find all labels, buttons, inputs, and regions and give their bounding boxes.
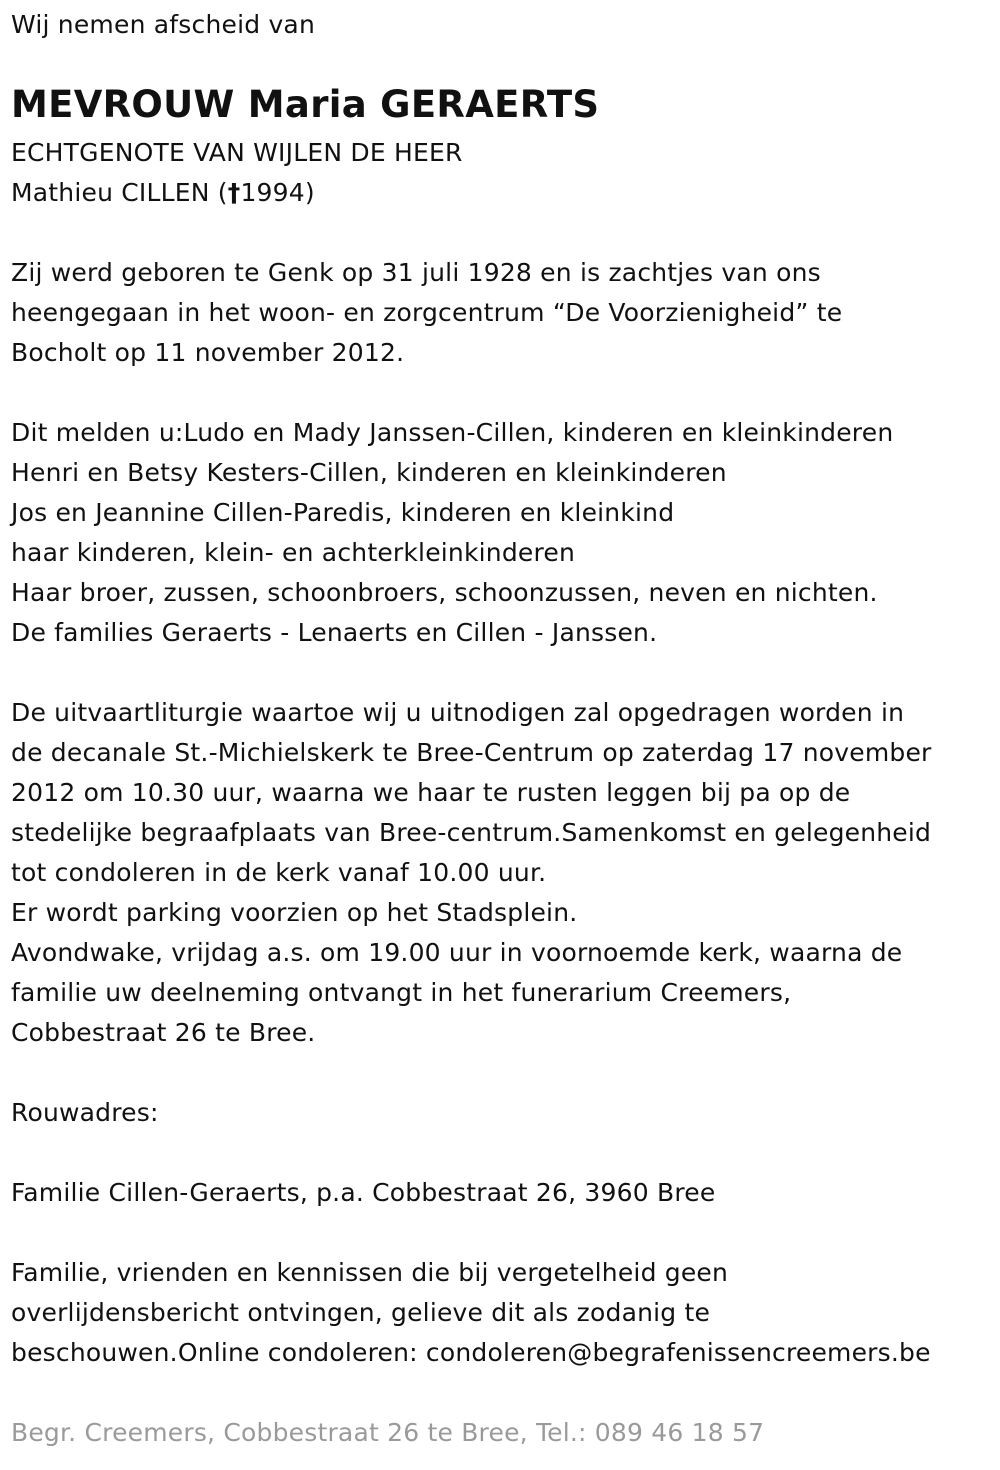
service-line: De uitvaartliturgie waartoe wij u uitnodigen zal opgedragen worden in xyxy=(11,698,905,727)
notice-line: overlijdensbericht ontvingen, gelieve dit als zodanig te xyxy=(11,1298,711,1327)
spouse-year: 1994) xyxy=(240,178,315,207)
family-paragraph xyxy=(11,413,893,653)
rouwadres-label: Rouwadres: xyxy=(11,1098,159,1127)
rouwadres-address: Familie Cillen-Geraerts, p.a. Cobbestraat 26, 3960 Bree xyxy=(11,1178,716,1207)
notice-line: beschouwen.Online condoleren: condoleren@begrafenissencreemers.be xyxy=(11,1338,931,1367)
service-line: Er wordt parking voorzien op het Stadsplein. xyxy=(11,898,578,927)
spouse-line xyxy=(11,173,463,213)
service-paragraph xyxy=(11,693,932,1053)
intro-text: Wij nemen afscheid van xyxy=(11,10,315,39)
service-line: Cobbestraat 26 te Bree. xyxy=(11,1018,316,1047)
family-line: Dit melden u:Ludo en Mady Janssen-Cillen, kinderen en kleinkinderen xyxy=(11,418,894,447)
birth-line: Bocholt op 11 november 2012. xyxy=(11,338,405,367)
service-line: de decanale St.-Michielskerk te Bree-Centrum op zaterdag 17 november xyxy=(11,738,932,767)
family-line: De families Geraerts - Lenaerts en Cillen - Janssen. xyxy=(11,618,658,647)
cross-icon: † xyxy=(227,178,241,207)
spouse-block xyxy=(11,133,463,213)
family-line: Henri en Betsy Kesters-Cillen, kinderen en kleinkinderen xyxy=(11,458,727,487)
family-line: haar kinderen, klein- en achterkleinkinderen xyxy=(11,538,576,567)
service-line: 2012 om 10.30 uur, waarna we haar te rusten leggen bij pa op de xyxy=(11,778,851,807)
funeral-home-footer: Begr. Creemers, Cobbestraat 26 te Bree, Tel.: 089 46 18 57 xyxy=(11,1418,765,1447)
deceased-name: MEVROUW Maria GERAERTS xyxy=(11,83,600,126)
family-line: Jos en Jeannine Cillen-Paredis, kinderen en kleinkind xyxy=(11,498,675,527)
notice-paragraph xyxy=(11,1253,931,1373)
spouse-name: Mathieu CILLEN ( xyxy=(11,178,228,207)
rouwadres-label-block xyxy=(11,1093,159,1133)
service-line: tot condoleren in de kerk vanaf 10.00 uur. xyxy=(11,858,547,887)
birth-line: heengegaan in het woon- en zorgcentrum “De Voorzienigheid” te xyxy=(11,298,843,327)
service-line: stedelijke begraafplaats van Bree-centrum.Samenkomst en gelegenheid xyxy=(11,818,932,847)
family-line: Haar broer, zussen, schoonbroers, schoonzussen, neven en nichten. xyxy=(11,578,878,607)
rouwadres-block xyxy=(11,1173,715,1213)
notice-line: Familie, vrienden en kennissen die bij vergetelheid geen xyxy=(11,1258,729,1287)
service-line: familie uw deelneming ontvangt in het funerarium Creemers, xyxy=(11,978,792,1007)
birth-line: Zij werd geboren te Genk op 31 juli 1928 en is zachtjes van ons xyxy=(11,258,821,287)
service-line: Avondwake, vrijdag a.s. om 19.00 uur in voornoemde kerk, waarna de xyxy=(11,938,903,967)
relation-text: ECHTGENOTE VAN WIJLEN DE HEER xyxy=(11,138,463,167)
birth-paragraph xyxy=(11,253,842,373)
